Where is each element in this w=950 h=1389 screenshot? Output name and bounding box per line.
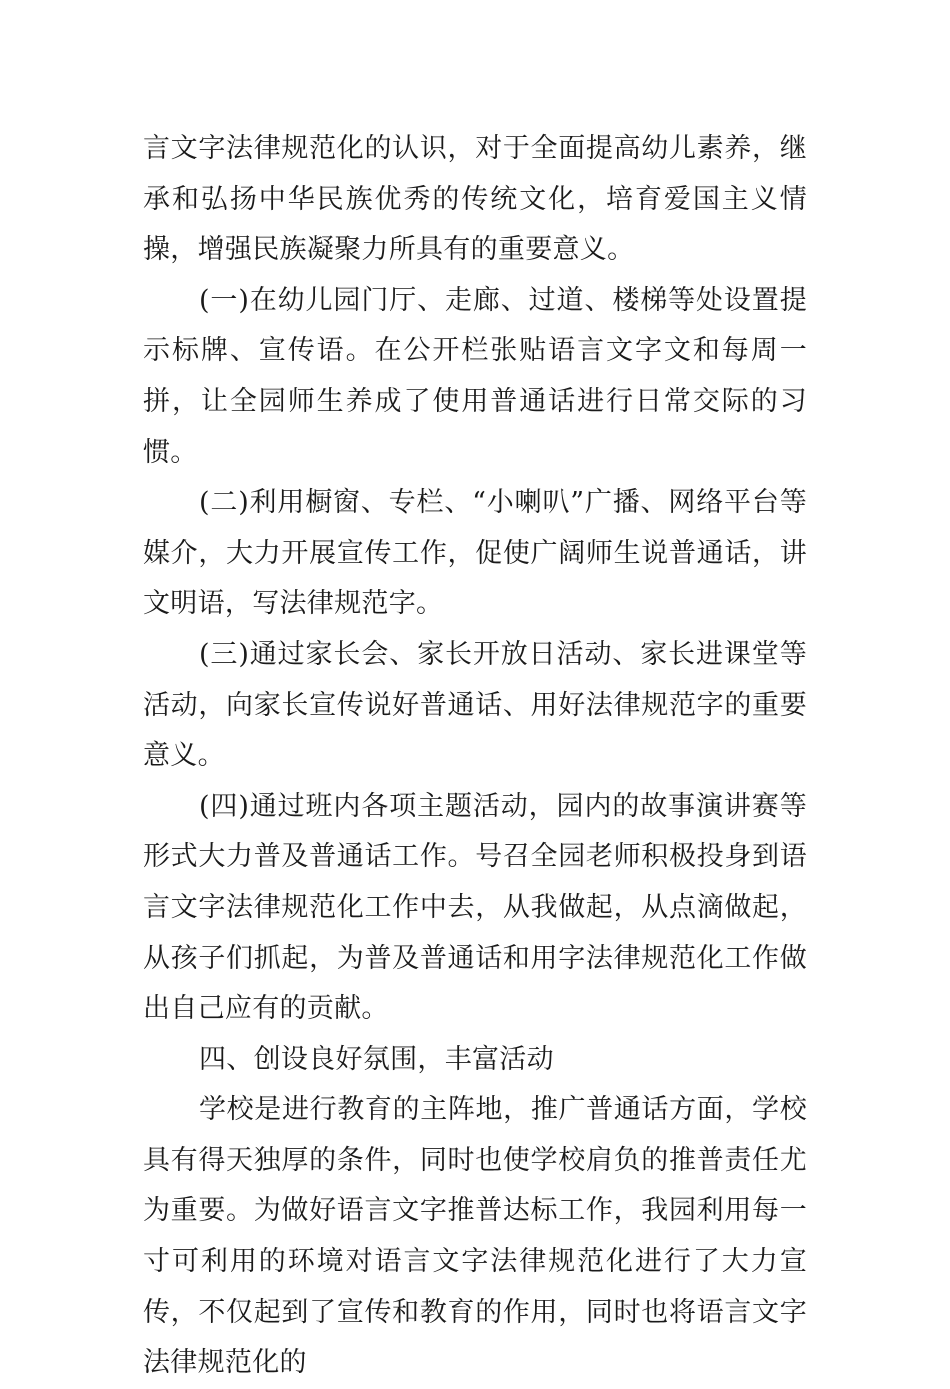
paragraph-item-3: (三)通过家长会、家长开放日活动、家长进课堂等活动，向家长宣传说好普通话、用好法律规范字的重要意义。 (143, 638, 807, 772)
paragraph-section-body: 学校是进行教育的主阵地，推广普通话方面，学校具有得天独厚的条件，同时也使学校肩负的推普责任尤为重要。为做好语言文字推普达标工作，我园利用每一寸可利用的环境对语言文字法律规范化进行了大力宣传，不仅起到了宣传和教育的作用，同时也将语言文字法律规范化的 (143, 1094, 807, 1379)
paragraph-item-4: (四)通过班内各项主题活动，园内的故事演讲赛等形式大力普及普通话工作。号召全园老师积极投身到语言文字法律规范化工作中去，从我做起，从点滴做起，从孩子们抓起，为普及普通话和用字法律规范化工作做出自己应有的贡献。 (143, 790, 807, 1025)
paragraph-item-1: (一)在幼儿园门厅、走廊、过道、楼梯等处设置提示标牌、宣传语。在公开栏张贴语言文字文和每周一拼，让全园师生养成了使用普通话进行日常交际的习惯。 (143, 284, 807, 468)
section-heading: 四、创设良好氛围，丰富活动 (199, 1043, 554, 1075)
paragraph-continuation: 言文字法律规范化的认识，对于全面提高幼儿素养，继承和弘扬中华民族优秀的传统文化，培育爱国主义情操，增强民族凝聚力所具有的重要意义。 (143, 133, 807, 266)
document-body (143, 124, 807, 1389)
paragraph-item-2: (二)利用橱窗、专栏、“小喇叭”广播、网络平台等媒介，大力开展宣传工作，促使广阔师生说普通话，讲文明语，写法律规范字。 (143, 487, 807, 620)
